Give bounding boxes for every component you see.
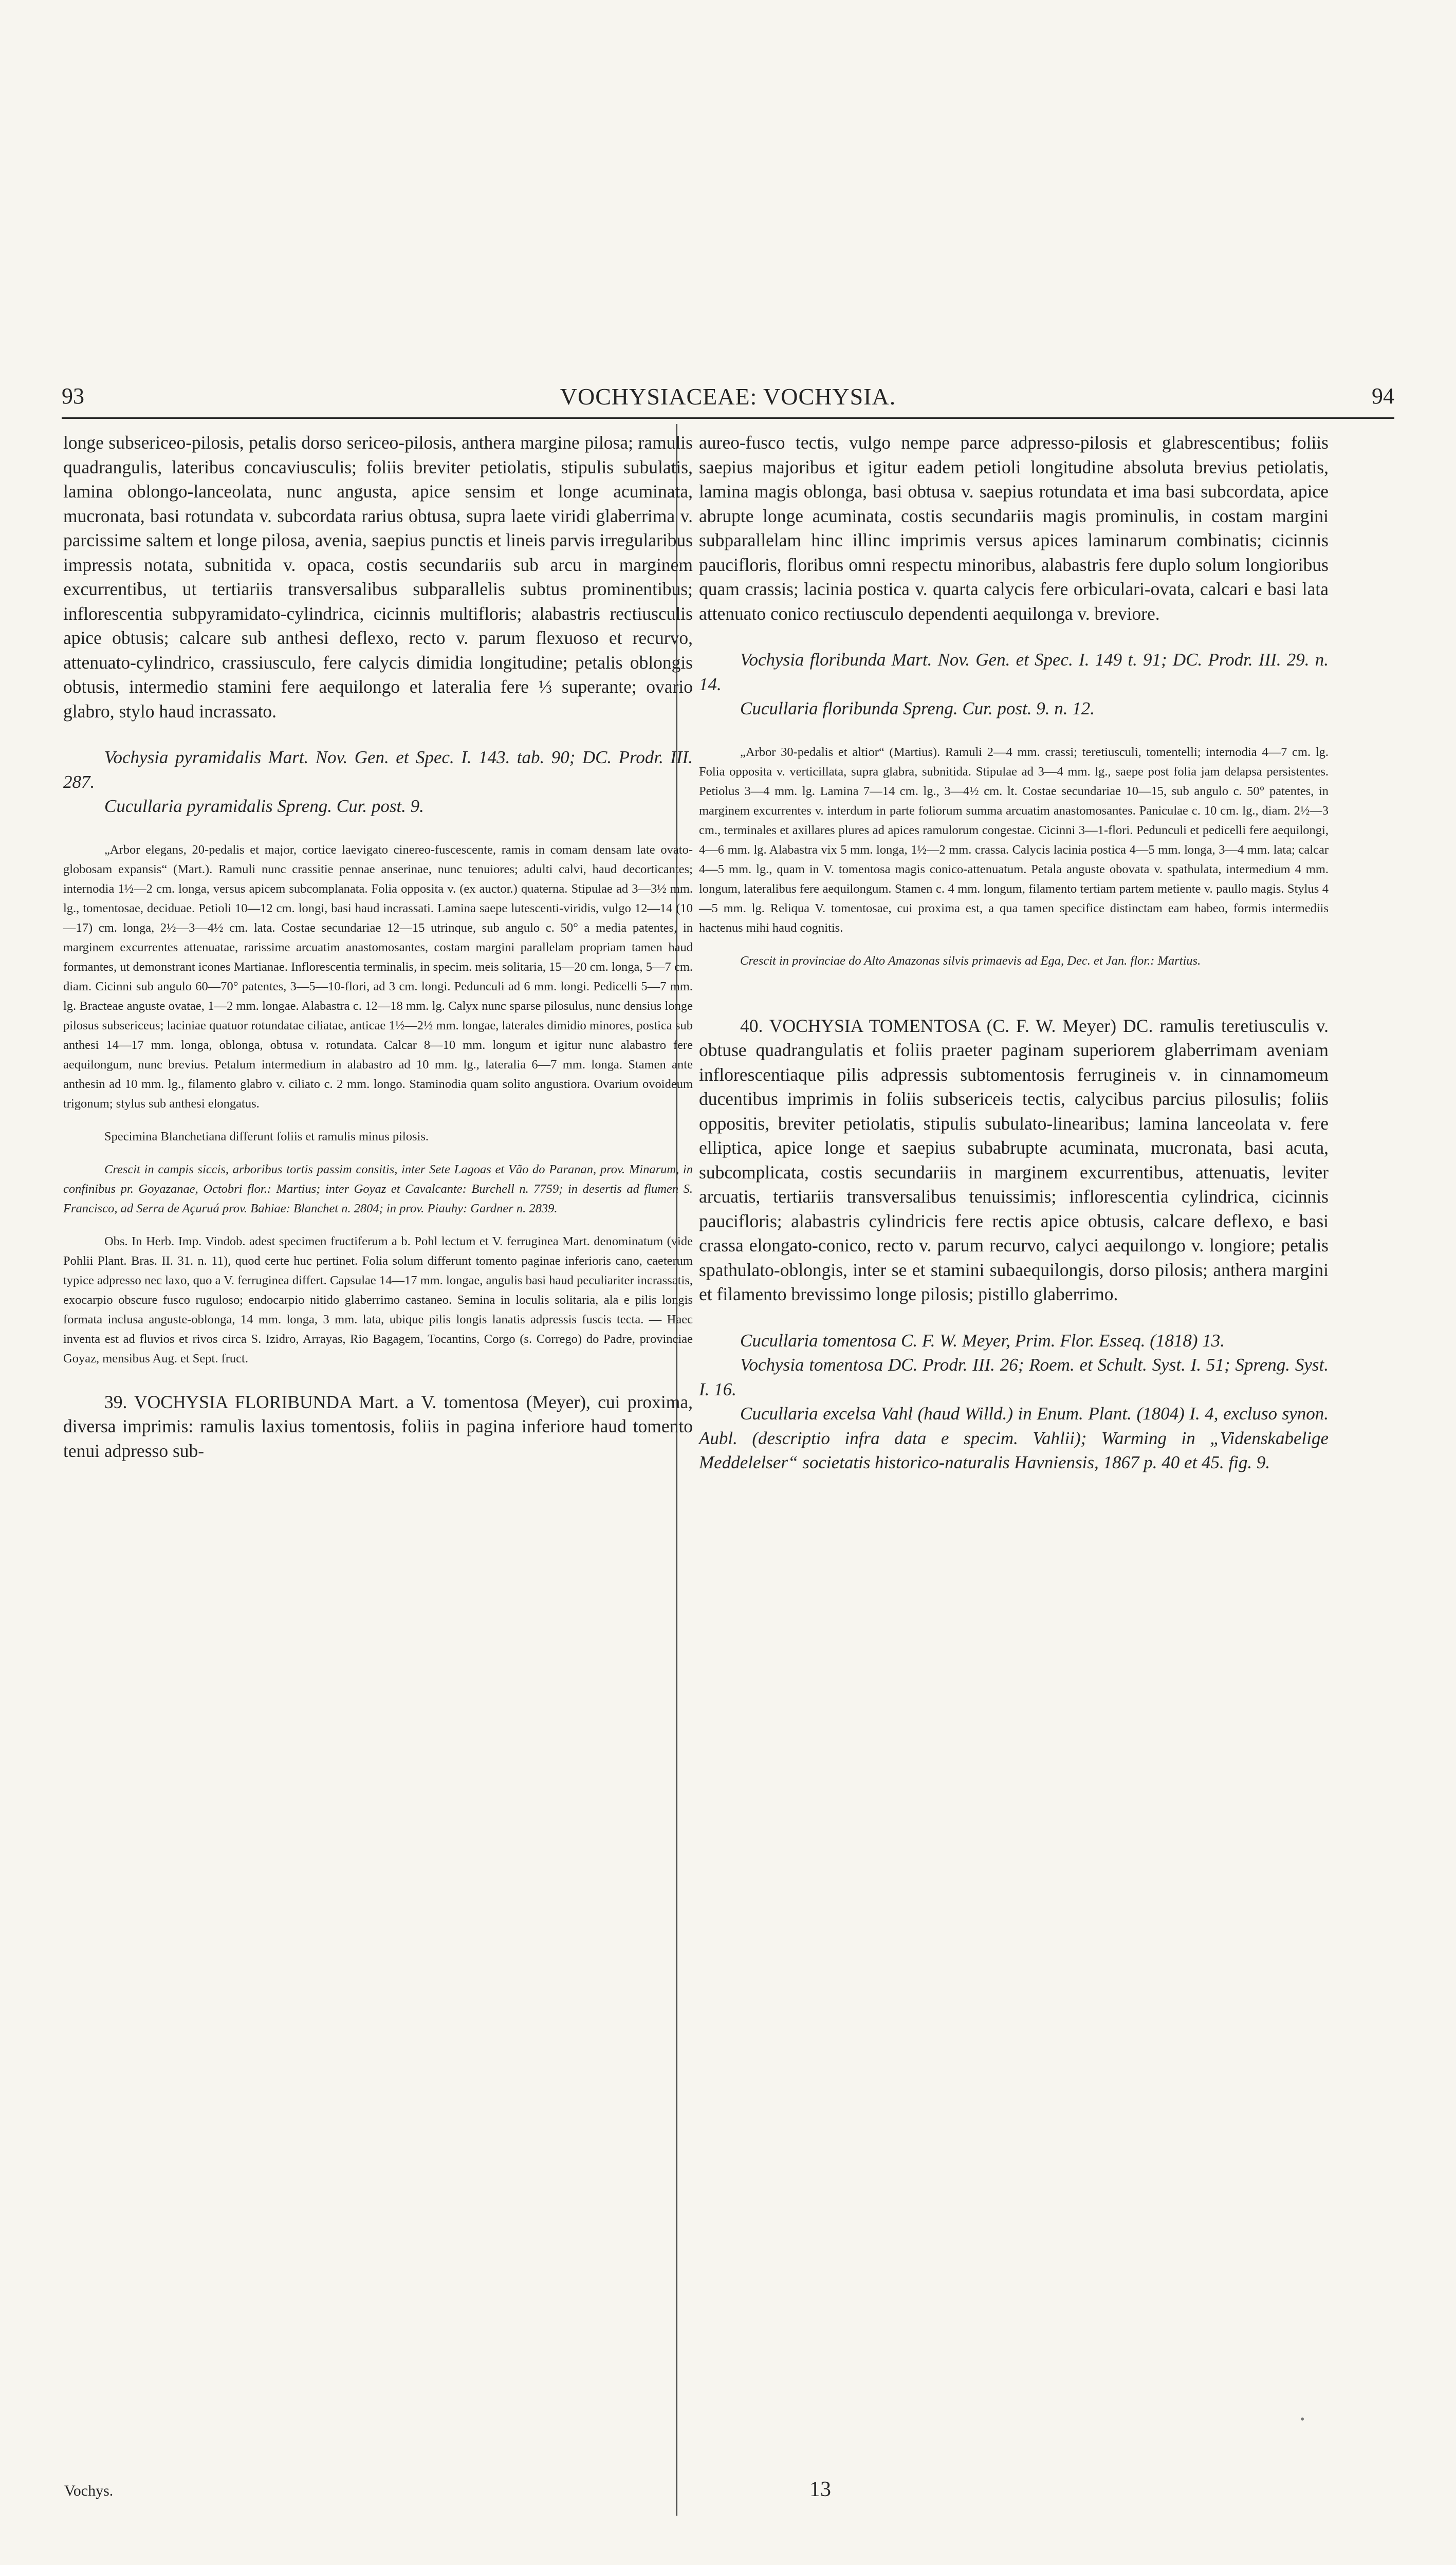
reference-cucullaria-floribunda: Cucullaria floribunda Spreng. Cur. post. 9. n. 12. [740,698,1095,718]
signature-mark: Vochys. [64,2482,114,2499]
reference-cucullaria-pyramidalis: Cucullaria pyramidalis Spreng. Cur. post. 9. [104,796,424,816]
page-header [62,383,1394,419]
reference-cucullaria-excelsa: Cucullaria excelsa Vahl (haud Willd.) in Enum. Plant. (1804) I. 4, excluso synon. Aubl. (descriptio infra data e specim. Vahlii); Warming in „Videnskabelige Meddelelser“ societatis historico-naturalis Havniensis, 1867 p. 40 et 45. fig. 9. [699,1404,1329,1472]
specks: • [1300,2413,1305,2426]
specimina-note: Specimina Blanchetiana differunt foliis et ramulis minus pilosis. [104,1129,429,1143]
page-number-left: 93 [62,383,84,409]
sheet-number: 13 [809,2478,831,2501]
paragraph-diagnosis-pyramidalis: longe subsericeo-pilosis, petalis dorso sericeo-pilosis, anthera margine pilosa; ramulis quadrangulis, lateribus concaviusculis; foliis breviter petiolatis, stipulis subulatis, lamina oblongo-lanceolata, nunc angusta, apice sensim et longe acuminata, mucronata, basi rotundata v. subcordata rarius obtusa, supra laete viridi glaberrima v. parcissime saltem et longe pilosa, avenia, saepius punctis et lineis parvis irregularibus impressis notata, subnitida v. opaca, costis secundariis sub arcu in marginem excurrentibus, ut tertiariis transversalibus subparallelis subtus prominentibus; inflorescentia subpyramidato-cylindrica, cicinnis multifloris; alabastris rectiusculis apice obtusis; calcare sub anthesi deflexo, recto v. parum flexuoso et recurvo, attenuato-cylindrico, crassiusculo, fere calycis dimidia longitudine; petalis oblongis obtusis, intermedio stamini fere aequilongo et lateralia fere ⅓ superante; ovario glabro, stylo haud incrassato. [63,432,693,722]
crescit-floribunda: Crescit in provinciae do Alto Amazonas silvis primaevis ad Ega, Dec. et Jan. flor.: Martius. [740,953,1201,968]
reference-vochysia-tomentosa: Vochysia tomentosa DC. Prodr. III. 26; Roem. et Schult. Syst. I. 51; Spreng. Syst. I. 16. [699,1355,1329,1399]
description-pyramidalis: „Arbor elegans, 20-pedalis et major, cortice laevigato cinereo-fuscescente, ramis in comam densam late ovato-globosam expansis“ (Mart.). Ramuli nunc crassitie pennae anserinae, nunc tenuiores; adulti calvi, haud decorticantes; internodia 1½—2 cm. longa, versus apicem subcomplanata. Folia opposita v. (ex auctor.) quaterna. Stipulae ad 3—3½ mm. lg., tomentosae, deciduae. Petioli 10—12 cm. longi, basi haud incrassati. Lamina saepe lutescenti-viridis, vulgo 12—14 (10—17) cm. longa, 2½—3—4½ cm. lata. Costae secundariae 12—15 utrinque, sub angulo c. 50° a media patentes, in marginem excurrentes attenuatae, rarissime arcuatim anastomosantes, costam margini parallelam propriam tamen haud formantes, ut demonstrant icones Martianae. Inflorescentia terminalis, in specim. meis solitaria, 15—20 cm. longa, 5—7 cm. diam. Cicinni sub angulo 60—70° patentes, 3—5—10-flori, ad 3 cm. longi. Pedunculi ad 6 mm. longi. Pedicelli 5—7 mm. lg. Bracteae anguste ovatae, 1—2 mm. longae. Alabastra c. 12—18 mm. lg. Calyx nunc sparse pilosulus, nunc densius longe pilosus subsericeus; laciniae quatuor rotundatae ciliatae, anticae 1½—2½ mm. longae, laterales dimidio minores, postica sub anthesi 14—17 mm. longa, oblonga, obtusa v. rotundata. Calcar 8—10 mm. longum et igitur nunc alabastro fere aequilongum, nunc brevius. Petalum intermedium in alabastro ad 10 mm. lg., lateralia 6—7 mm. longa. Stamen ante anthesin ad 10 mm. lg., filamento glabro v. ciliato c. 2 mm. longo. Staminodia quam solito angustiora. Ovarium ovoideum trigonum; stylus sub anthesi elongatus. [63,842,693,1111]
description-floribunda: „Arbor 30-pedalis et altior“ (Martius). Ramuli 2—4 mm. crassi; teretiusculi, tomentelli; internodia 4—7 cm. lg. Folia opposita v. verticillata, supra glabra, subnitida. Stipulae ad 3—4 mm. lg., saepe post folia jam delapsa persistentes. Petiolus 3—4 mm. lg. Lamina 7—14 cm. lg., 3—4½ cm. lt. Costae secundariae 10—15, sub angulo c. 50° patentes, in marginem excurrentes v. interdum in parte foliorum summa arcuatim anastomosantes. Paniculae c. 10 cm. lg., diam. 2½—3 cm., terminales et axillares plures ad apices ramulorum congestae. Cicinni 3—1-flori. Pedunculi et pedicelli fere aequilongi, 4—6 mm. lg. Alabastra vix 5 mm. longa, 1½—2 mm. crassa. Calycis lacinia postica 4—5 mm. longa, 3—4 mm. lata; calcar 4—5 mm. lg., quam in V. tomentosa magis conico-attenuatum. Petala anguste obovata v. spathulata, intermedium 4 mm. longum, lateralibus fere aequilongum. Stamen c. 4 mm. longum, filamento tertiam partem metiente v. paullo magis. Stylus 4—5 mm. lg. Reliqua V. tomentosae, cui proxima est, a qua tamen specifice distinctam eam habeo, formis intermediis hactenus mihi haud cognitis. [699,745,1329,935]
paragraph-floribunda-continued: aureo-fusco tectis, vulgo nempe parce adpresso-pilosis et glabrescentibus; foliis saepius majoribus et igitur eadem petioli longitudine absoluta brevius petiolatis, lamina magis oblonga, basi obtusa v. saepius rotundata et ima basi subcordata, apice abrupte longe acuminata, costis secundariis magis prominulis, in costam margini subparallelam hinc illinc imprimis versus apices laminarum combinatis; cicinnis paucifloris, floribus omni respectu minoribus, alabastris fere duplo solum longioribus quam crassis; lacinia postica v. quarta calycis fere orbiculari-ovata, calcari e basi lata attenuato conico rectiusculo dependenti aequilonga v. breviore. [699,432,1329,624]
reference-cucullaria-tomentosa: Cucullaria tomentosa C. F. W. Meyer, Prim. Flor. Esseq. (1818) 13. [740,1330,1225,1351]
left-column [63,431,693,1463]
right-column [699,431,1329,1475]
page-number-right: 94 [1372,383,1394,409]
header-rule [62,417,1394,419]
observation-note: Obs. In Herb. Imp. Vindob. adest specimen fructiferum a b. Pohl lectum et V. ferruginea Mart. denominatum (vide Pohlii Plant. Bras. II. 31. n. 11), quod certe huc pertinet. Folia solum differunt tomento paginae inferioris cano, caeterum typice adpresso nec laxo, quo a V. ferruginea differt. Capsulae 14—17 mm. longae, angulis basi haud peculiariter incrassatis, exocarpio obscure fusco ruguloso; endocarpio nitido glaberrimo castaneo. Semina in loculis solitaria, ala e pilis longis formata inclusa anguste-oblonga, 14 mm. longa, 3 mm. lata, ubique pilis longis lanatis adpressis fuscis tecta. — Haec inventa est ad fluvios et rivos circa S. Izidro, Arrayas, Rio Bagagem, Tocantins, Corgo (s. Corrego) do Padre, provinciae Goyaz, mensibus Aug. et Sept. fruct. [63,1234,693,1365]
crescit-pyramidalis: Crescit in campis siccis, arboribus tortis passim consitis, inter Sete Lagoas et Vão do Paranan, prov. Minarum, in confinibus pr. Goyazanae, Octobri flor.: Martius; inter Goyaz et Cavalcante: Burchell n. 7759; in desertis ad flumen S. Francisco, ad Serra de Açuruá prov. Bahiae: Blanchet n. 2804; in prov. Piauhy: Gardner n. 2839. [63,1162,693,1215]
species-39-floribunda: 39. VOCHYSIA FLORIBUNDA Mart. a V. tomentosa (Meyer), cui proxima, diversa imprimis: ramulis laxius tomentosis, foliis in pagina inferiore haud tomento tenui adpresso sub- [63,1391,693,1461]
running-title: VOCHYSIACEAE: VOCHYSIA. [560,383,896,410]
reference-pyramidalis-mart: Vochysia pyramidalis Mart. Nov. Gen. et Spec. I. 143. tab. 90; DC. Prodr. III. 287. [63,747,693,792]
reference-floribunda-mart: Vochysia floribunda Mart. Nov. Gen. et Spec. I. 149 t. 91; DC. Prodr. III. 29. n. 14. [699,650,1329,694]
species-40-tomentosa: 40. VOCHYSIA TOMENTOSA (C. F. W. Meyer) DC. ramulis teretiusculis v. obtuse quadrangulatis et foliis praeter paginam superiorem glaberrimam aveniam inflorescentiaque pilis adpressis subtomentosis ferrugineis v. in cinnamomeum ducentibus imprimis in foliis subsericeis tectis, calycibus parcius pilosulis; foliis oppositis, breviter petiolatis, stipulis subulato-linearibus; lamina lanceolata v. fere elliptica, apice longe et saepius subabrupte acuminata, mucronata, basi acuta, subcomplicata, costis secundariis in marginem excurrentibus, attenuatis, leviter arcuatis, tertiariis transversalibus tenuissimis; inflorescentia cylindrica, cicinnis paucifloris; alabastris cylindricis fere rectis apice obtusis, calcare deflexo, e basi crassa elongato-conico, recto v. parum recurvo, calyci aequilongo v. longiore; petalis spathulato-oblongis, inter se et stamini subaequilongis, dorso pilosis; anthera margini et filamento brevissimo longe pilosis; pistillo glaberrimo. [699,1015,1329,1304]
